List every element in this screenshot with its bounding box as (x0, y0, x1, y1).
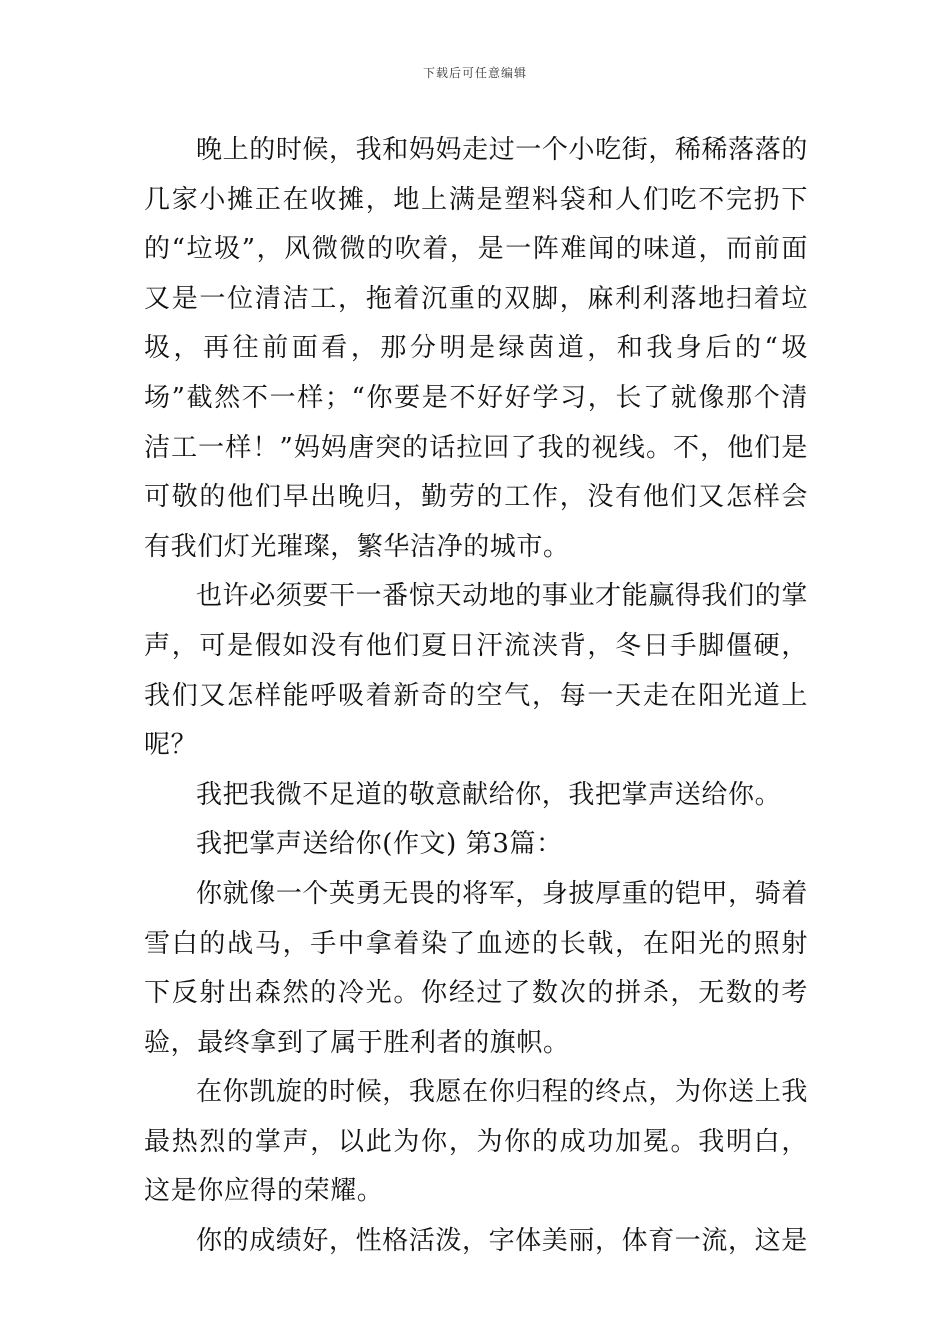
document-body (144, 126, 808, 1267)
page-header: 下载后可任意编辑 (422, 66, 527, 80)
section-heading: 我把掌声送给你(作文) 第3篇： (196, 829, 563, 860)
paragraph-4: 你就像一个英勇无畏的将军，身披厚重的铠甲，骑着雪白的战马，手中拿着染了血迹的长戟，在阳光的照射下反射出森然的冷光。你经过了数次的拼杀，无数的考验，最终拿到了属于胜利者的旗帜。 (144, 878, 808, 1058)
paragraph-2: 也许必须要干一番惊天动地的事业才能赢得我们的掌声，可是假如没有他们夏日汗流浃背，冬日手脚僵硬，我们又怎样能呼吸着新奇的空气，每一天走在阳光道上呢？ (144, 581, 808, 761)
paragraph-3: 我把我微不足道的敬意献给你，我把掌声送给你。 (196, 779, 782, 810)
paragraph-6: 你的成绩好，性格活泼，字体美丽，体育一流，这是 (196, 1226, 808, 1257)
paragraph-5: 在你凯旋的时候，我愿在你归程的终点，为你送上我最热烈的掌声，以此为你，为你的成功加冕。我明白，这是你应得的荣耀。 (144, 1077, 808, 1207)
paragraph-1: 晚上的时候，我和妈妈走过一个小吃街，稀稀落落的几家小摊正在收摊，地上满是塑料袋和人们吃不完扔下的“垃圾”，风微微的吹着，是一阵难闻的味道，而前面又是一位清洁工，拖着沉重的双脚，麻利利落地扫着垃圾，再往前面看，那分明是绿茵道，和我身后的“圾场”截然不一样；“你要是不好好学习，长了就像那个清洁工一样！”妈妈唐突的话拉回了我的视线。不，他们是可敬的他们早出晚归，勤劳的工作，没有他们又怎样会有我们灯光璀璨，繁华洁净的城市。 (144, 135, 808, 562)
